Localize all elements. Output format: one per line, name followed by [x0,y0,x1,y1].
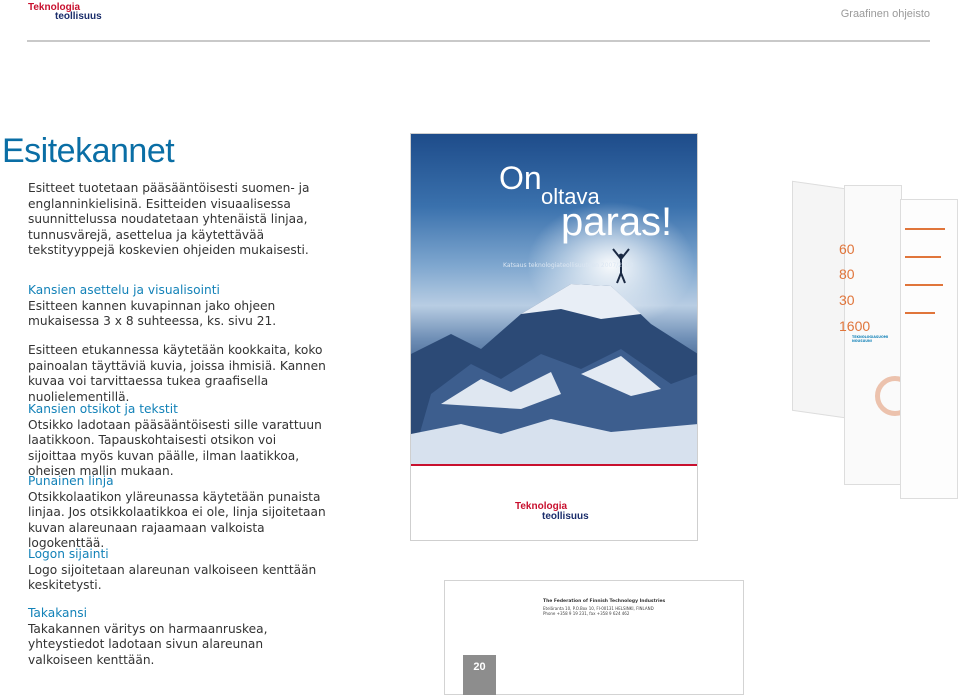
body-images: Esitteen etukannessa käytetään kookkaita, koko painoalan täyttäviä kuvia, joissa ihmisiä. Kannen kuvaa voi tarvittaessa tukea graafisella nuolielementillä. [28,343,326,404]
back-org: The Federation of Finnish Technology Industries [543,599,666,604]
back-address [543,606,693,616]
page-number: 20 [463,655,496,695]
heading-logo: Logon sijainti [28,547,109,561]
folded-leaflet [792,185,960,515]
leaflet-stat-4: 1600 [839,318,871,334]
back-address-line: Eteläranta 10, P.O.Box 10, FI-00131 HELSINKI, FINLAND [543,606,654,611]
leaflet-stat-2: 80 [839,266,855,282]
cover-photo [411,134,698,464]
cover-logo [515,502,589,522]
text-block-images [28,343,328,405]
text-block-redline [28,474,328,552]
header-divider [27,40,930,42]
leaflet-brand: TEKNOLOGIASUOMI NOUSUUN! [852,335,889,343]
header-logo [28,3,102,21]
body-logo: Logo sijoitetaan alareunan valkoiseen kenttään keskitetysti. [28,562,317,592]
cover-title-oltava: oltava [541,184,600,209]
leaflet-bar [905,312,935,314]
body-backcover: Takakannen väritys on harmaanruskea, yhteystiedot ladotaan sivun alareunan valkoiseen kenttään. [28,621,268,667]
logo-line2: teollisuus [55,11,102,22]
cover-subtitle: Katsaus teknologiateollisuuteen 2007/2008 [503,262,634,269]
text-block-logo [28,547,328,594]
leaflet-stat-1: 60 [839,241,855,257]
heading-headings: Kansien otsikot ja tekstit [28,402,178,416]
back-phone-line: Phone +358 9 19 231, fax +358 9 624 462 [543,611,630,616]
section-title: Graafinen ohjeisto [840,8,930,20]
cover-title-paras: paras! [561,200,673,244]
body-layout: Esitteen kannen kuvapinnan jako ohjeen mukaisessa 3 x 8 suhteessa, ks. sivu 21. [28,298,277,328]
body-headings: Otsikko ladotaan pääsääntöisesti sille varattuun laatikkoon. Tapauskohtaisesti otsikon voi sijoittaa myös kuvan päälle, ilman laatikkoa, oheisen mallin mukaan. [28,417,322,478]
cover-logo-line2: teollisuus [542,511,589,522]
leaflet-bar [905,256,941,258]
cover-title-on: On [499,160,542,196]
page-title: Esitekannet [2,132,175,170]
cover-logo-line1: Teknologia [515,501,568,512]
leaflet-stat-3: 30 [839,292,855,308]
body-redline: Otsikkolaatikon yläreunassa käytetään punaista linjaa. Jos otsikkolaatikkoa ei ole, linja sijoitetaan kuvan alareunaan rajaamaan valkoista logokenttää. [28,489,326,550]
logo-line1: Teknologia [28,2,81,13]
heading-redline: Punainen linja [28,474,114,488]
cover-red-line [411,464,698,466]
leaflet-bar [905,284,943,286]
intro-text: Esitteet tuotetaan pääsääntöisesti suomen- ja englanninkielisinä. Esitteiden visuaalisessa suunnittelussa noudatetaan yhtenäistä linjaa, tunnusvärejä, asettelua ja käytettävää tekstityyppejä koskevien ohjeiden mukaisesti. [28,181,310,257]
leaflet-panel-3 [900,199,958,499]
heading-layout: Kansien asettelu ja visualisointi [28,283,220,297]
brochure-front-cover [410,133,698,541]
heading-backcover: Takakansi [28,606,87,620]
leaflet-bar [905,228,945,230]
text-block-layout [28,283,328,330]
text-block-backcover [28,606,328,668]
text-block-headings [28,402,328,480]
